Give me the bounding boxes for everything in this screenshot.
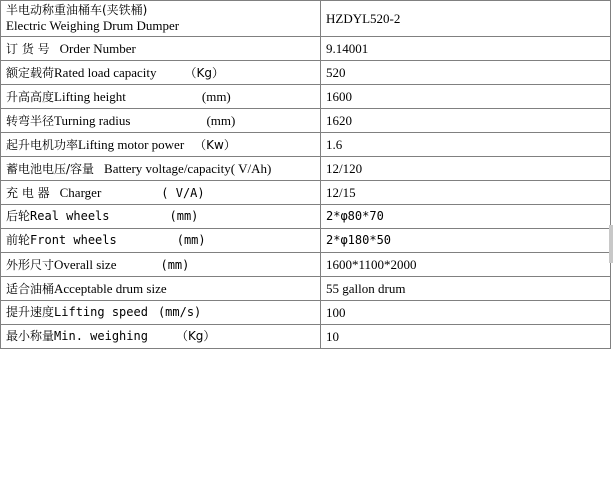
row-label-en: Front wheels [30,233,117,248]
table-row [1,229,611,253]
row-label-cell [1,61,321,85]
row-value: 1600*1100*2000 [326,256,417,272]
row-value-cell [321,229,611,253]
row-label-en: Lifting speed [54,305,148,320]
row-label-unit: （Kg） [184,65,225,80]
row-label-cn: 外形尺寸 [6,257,55,272]
row-label-cell [1,157,321,181]
scrollbar-thumb[interactable] [609,225,613,263]
row-value-cell [321,1,611,37]
row-value: 1620 [326,112,352,128]
row-label-en: Order Number [59,40,136,56]
row-label-unit: ( V/A) [161,185,205,200]
row-label-cn: 前轮 [6,233,31,248]
row-label-unit: (mm) [169,209,199,224]
row-value: 12/120 [326,160,363,176]
row-label-cell [1,133,321,157]
row-value: HZDYL520-2 [326,10,401,26]
row-label-unit: (mm) [206,112,236,128]
table-row [1,1,611,37]
row-label-en: Overall size [54,256,117,272]
row-label-cn: 起升电机功率 [6,137,79,152]
table-row [1,253,611,277]
row-label-en: Lifting height [54,88,126,104]
row-label-cell [1,109,321,133]
row-label-cell [1,37,321,61]
row-label-cell [1,253,321,277]
row-value: 12/15 [326,184,356,200]
row-value: 9.14001 [326,40,369,56]
row-label-unit: （Kw） [194,137,236,152]
row-value-cell [321,181,611,205]
row-value-cell [321,253,611,277]
row-label-en: Min. weighing [54,329,148,344]
row-label-cn: 充 电 器 [6,185,50,200]
row-label-cn: 订 货 号 [6,41,50,56]
row-value: 1.6 [326,136,343,152]
table-row [1,277,611,301]
row-value-cell [321,61,611,85]
table-row [1,181,611,205]
row-value: 100 [326,304,346,320]
row-label-unit: (mm) [201,88,231,104]
row-label-cell [1,277,321,301]
row-label-en: Electric Weighing Drum Dumper [6,18,180,33]
specification-table-body [1,1,611,349]
row-value-cell [321,85,611,109]
row-label-unit: (mm/s) [157,305,202,320]
table-row [1,133,611,157]
row-label-en: Battery voltage/capacity( V/Ah) [104,160,272,176]
table-row [1,37,611,61]
row-label-en: Rated load capacity [54,64,157,80]
row-label-en: Acceptable drum size [54,280,167,296]
row-label-unit: （Kg） [175,329,216,344]
table-row [1,109,611,133]
row-label-cn: 后轮 [6,209,31,224]
table-row [1,157,611,181]
row-label-cn: 蓄电池电压/容量 [6,161,95,176]
row-value: 55 gallon drum [326,280,406,296]
table-row [1,205,611,229]
row-label-en: Charger [59,184,102,200]
row-value: 10 [326,328,339,344]
row-label-cn: 提升速度 [6,305,55,320]
row-label-cn: 半电动称重油桶车(夹铁桶) [6,3,148,17]
row-value-cell [321,157,611,181]
row-label-cn: 最小称量 [6,329,55,344]
row-value: 2*φ180*50 [326,233,392,248]
row-value-cell [321,325,611,349]
row-label-cell [1,325,321,349]
row-label-cell [1,229,321,253]
row-value-cell [321,37,611,61]
row-value: 1600 [326,88,352,104]
row-label-cell [1,1,321,37]
row-label-unit: (mm) [176,233,206,248]
row-value-cell [321,109,611,133]
row-label-cell [1,181,321,205]
row-label-en: Lifting motor power [78,136,185,152]
row-label-cn: 适合油桶 [6,281,55,296]
row-value: 520 [326,64,346,80]
row-value-cell [321,133,611,157]
table-row [1,61,611,85]
row-label-cell [1,85,321,109]
row-label-cn: 额定载荷 [6,65,55,80]
table-row [1,325,611,349]
row-label-unit: (mm) [160,257,190,272]
row-value-cell [321,277,611,301]
row-label-cn: 转弯半径 [6,113,55,128]
row-label-cn: 升高高度 [6,89,55,104]
row-value-cell [321,301,611,325]
row-value-cell [321,205,611,229]
row-label-cell [1,205,321,229]
row-value: 2*φ80*70 [326,209,384,224]
row-label-cell [1,301,321,325]
table-row [1,301,611,325]
row-label-en: Turning radius [54,112,131,128]
row-label-en: Real wheels [30,209,110,224]
table-row [1,85,611,109]
